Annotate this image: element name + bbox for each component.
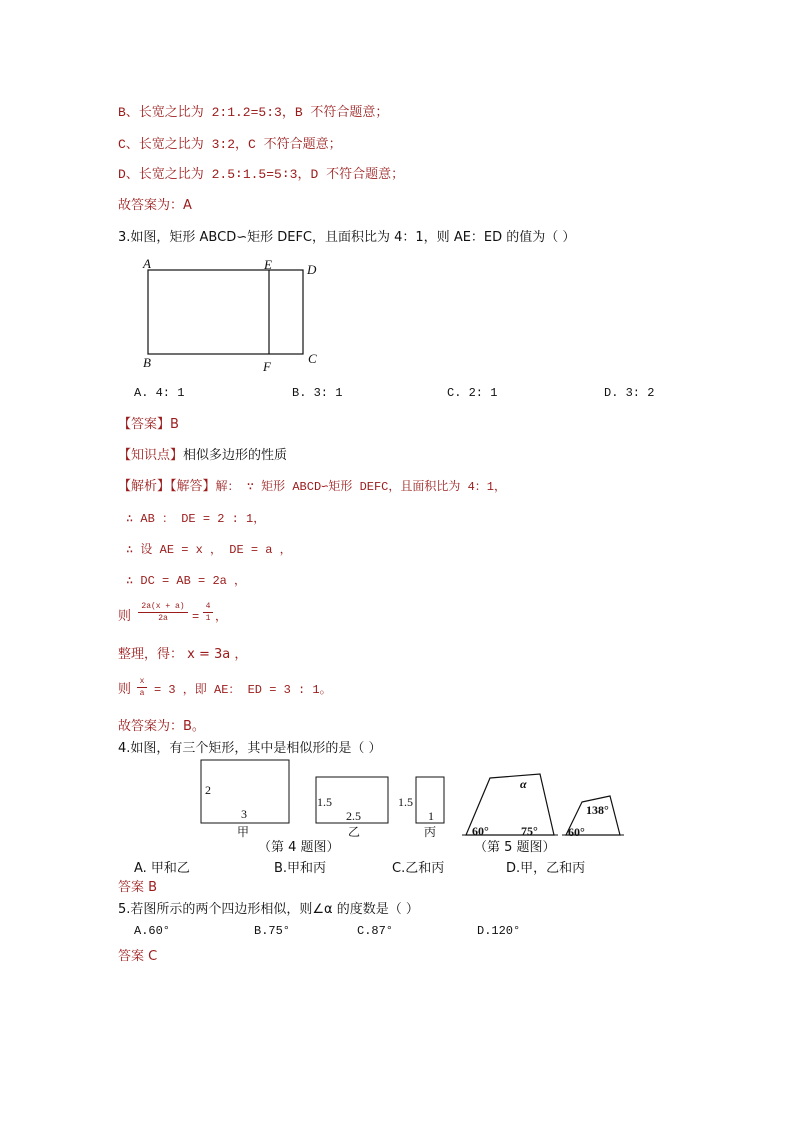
label-D: D: [307, 262, 317, 277]
fraction-3: [137, 677, 147, 698]
q3-stem: 3.如图，矩形 ABCD∽矩形 DEFC，且面积比为 4：1，则 AE：ED 的值为（ ）: [118, 230, 576, 245]
quad2-angle-138: 138°: [586, 803, 609, 817]
q5-option-c: C.87°: [357, 924, 394, 938]
rect-yi-bottom: 2.5: [346, 809, 361, 823]
q4-option-a: A. 甲和乙: [134, 861, 190, 876]
option-b-line: B、长宽之比为 2:1.2=5:3，B 不符合题意；: [118, 105, 389, 120]
q3-analysis: [118, 480, 506, 493]
q3-step6-suffix: = 3 ，即 AE： ED = 3 : 1。: [154, 683, 332, 697]
fraction-1-denominator: 2a: [158, 614, 168, 623]
q5-answer: 答案 C: [118, 949, 158, 964]
quad2-angle-60: 60°: [568, 825, 585, 839]
label-F: F: [263, 359, 271, 374]
q3-option-c: C. 2: 1: [447, 386, 498, 400]
label-C: C: [308, 351, 317, 366]
quad1-angle-75: 75°: [521, 824, 538, 838]
rect-jia-bottom: 3: [241, 807, 247, 821]
q3-option-a: A. 4: 1: [134, 386, 185, 400]
q4-answer: 答案 B: [118, 880, 158, 895]
rect-bing-name: 丙: [424, 825, 437, 839]
fraction-3-denominator: a: [139, 689, 145, 698]
q4-rectangles-figure: [198, 758, 448, 828]
q4-option-c: C.乙和丙: [392, 861, 445, 876]
fraction-1: [138, 602, 188, 623]
caption-figure-4: （第 4 题图）: [258, 840, 340, 855]
caption-figure-5: （第 5 题图）: [474, 840, 556, 855]
label-E: E: [264, 257, 272, 272]
q3-step6-prefix: 则: [118, 682, 132, 697]
rect-yi-name: 乙: [348, 825, 361, 839]
label-A: A: [143, 256, 151, 271]
fraction-2-denominator: 1: [205, 614, 211, 623]
fraction-3-numerator: x: [139, 677, 145, 686]
label-B: B: [143, 355, 151, 370]
q3-knowledge-point: [118, 449, 287, 462]
rect-jia-side: 2: [205, 783, 211, 797]
fraction-2-numerator: 4: [205, 602, 211, 611]
q5-option-b: B.75°: [254, 924, 291, 938]
fraction-1-numerator: 2a(x + a): [141, 602, 185, 611]
rect-yi-side: 1.5: [317, 795, 332, 809]
kp-value: 相似多边形的性质: [183, 448, 288, 463]
q3-option-d: D. 3: 2: [604, 386, 655, 400]
q5-option-a: A.60°: [134, 924, 171, 938]
q3-step3: ∴ DC = AB = 2a ，: [126, 574, 247, 588]
q3-step1: ∴ AB ： DE = 2 : 1，: [126, 512, 266, 526]
q3-step2: ∴ 设 AE = x ， DE = a ，: [126, 543, 292, 557]
q3-step4-equals: =: [192, 610, 200, 624]
q5-option-d: D.120°: [477, 924, 521, 938]
q3-answer: [118, 418, 179, 431]
step5-text: 整理，得： x = 3a ，: [118, 647, 248, 662]
q3-step4-suffix: ，: [215, 610, 228, 624]
q3-step5: [118, 648, 247, 661]
fraction-2: [203, 602, 213, 623]
q4-option-d: D.甲，乙和丙: [506, 861, 586, 876]
q3-rectangle-figure: [140, 256, 330, 374]
answer-tag: 【答案】: [118, 417, 171, 432]
angle-alpha: α: [520, 777, 527, 791]
rect-bing-side: 1.5: [398, 795, 413, 809]
option-d-line: D、长宽之比为 2.5∶1.5=5∶3，D 不符合题意；: [118, 167, 405, 182]
kp-tag: 【知识点】: [118, 448, 184, 463]
q3-final-answer: 故答案为：B。: [118, 719, 205, 734]
q3-step4-prefix: 则: [118, 609, 132, 624]
rect-bing-bottom: 1: [428, 809, 434, 823]
q4-option-b: B.甲和丙: [274, 861, 327, 876]
answer-value: B: [170, 417, 179, 432]
analysis-lead: 解： ∵ 矩形 ABCD∽矩形 DEFC，且面积比为 4：1，: [215, 480, 506, 494]
q3-option-b: B. 3: 1: [292, 386, 343, 400]
answer-a-line: 故答案为：A: [118, 198, 192, 213]
option-c-line: C、长宽之比为 3:2，C 不符合题意；: [118, 137, 342, 152]
quad1-angle-60: 60°: [472, 824, 489, 838]
rect-jia-name: 甲: [237, 825, 250, 839]
q4-stem: 4.如图，有三个矩形，其中是相似形的是（ ）: [118, 741, 382, 756]
analysis-tag: 【解析】【解答】: [118, 479, 216, 494]
q5-stem: 5.若图所示的两个四边形相似，则∠α 的度数是（ ）: [118, 902, 419, 917]
